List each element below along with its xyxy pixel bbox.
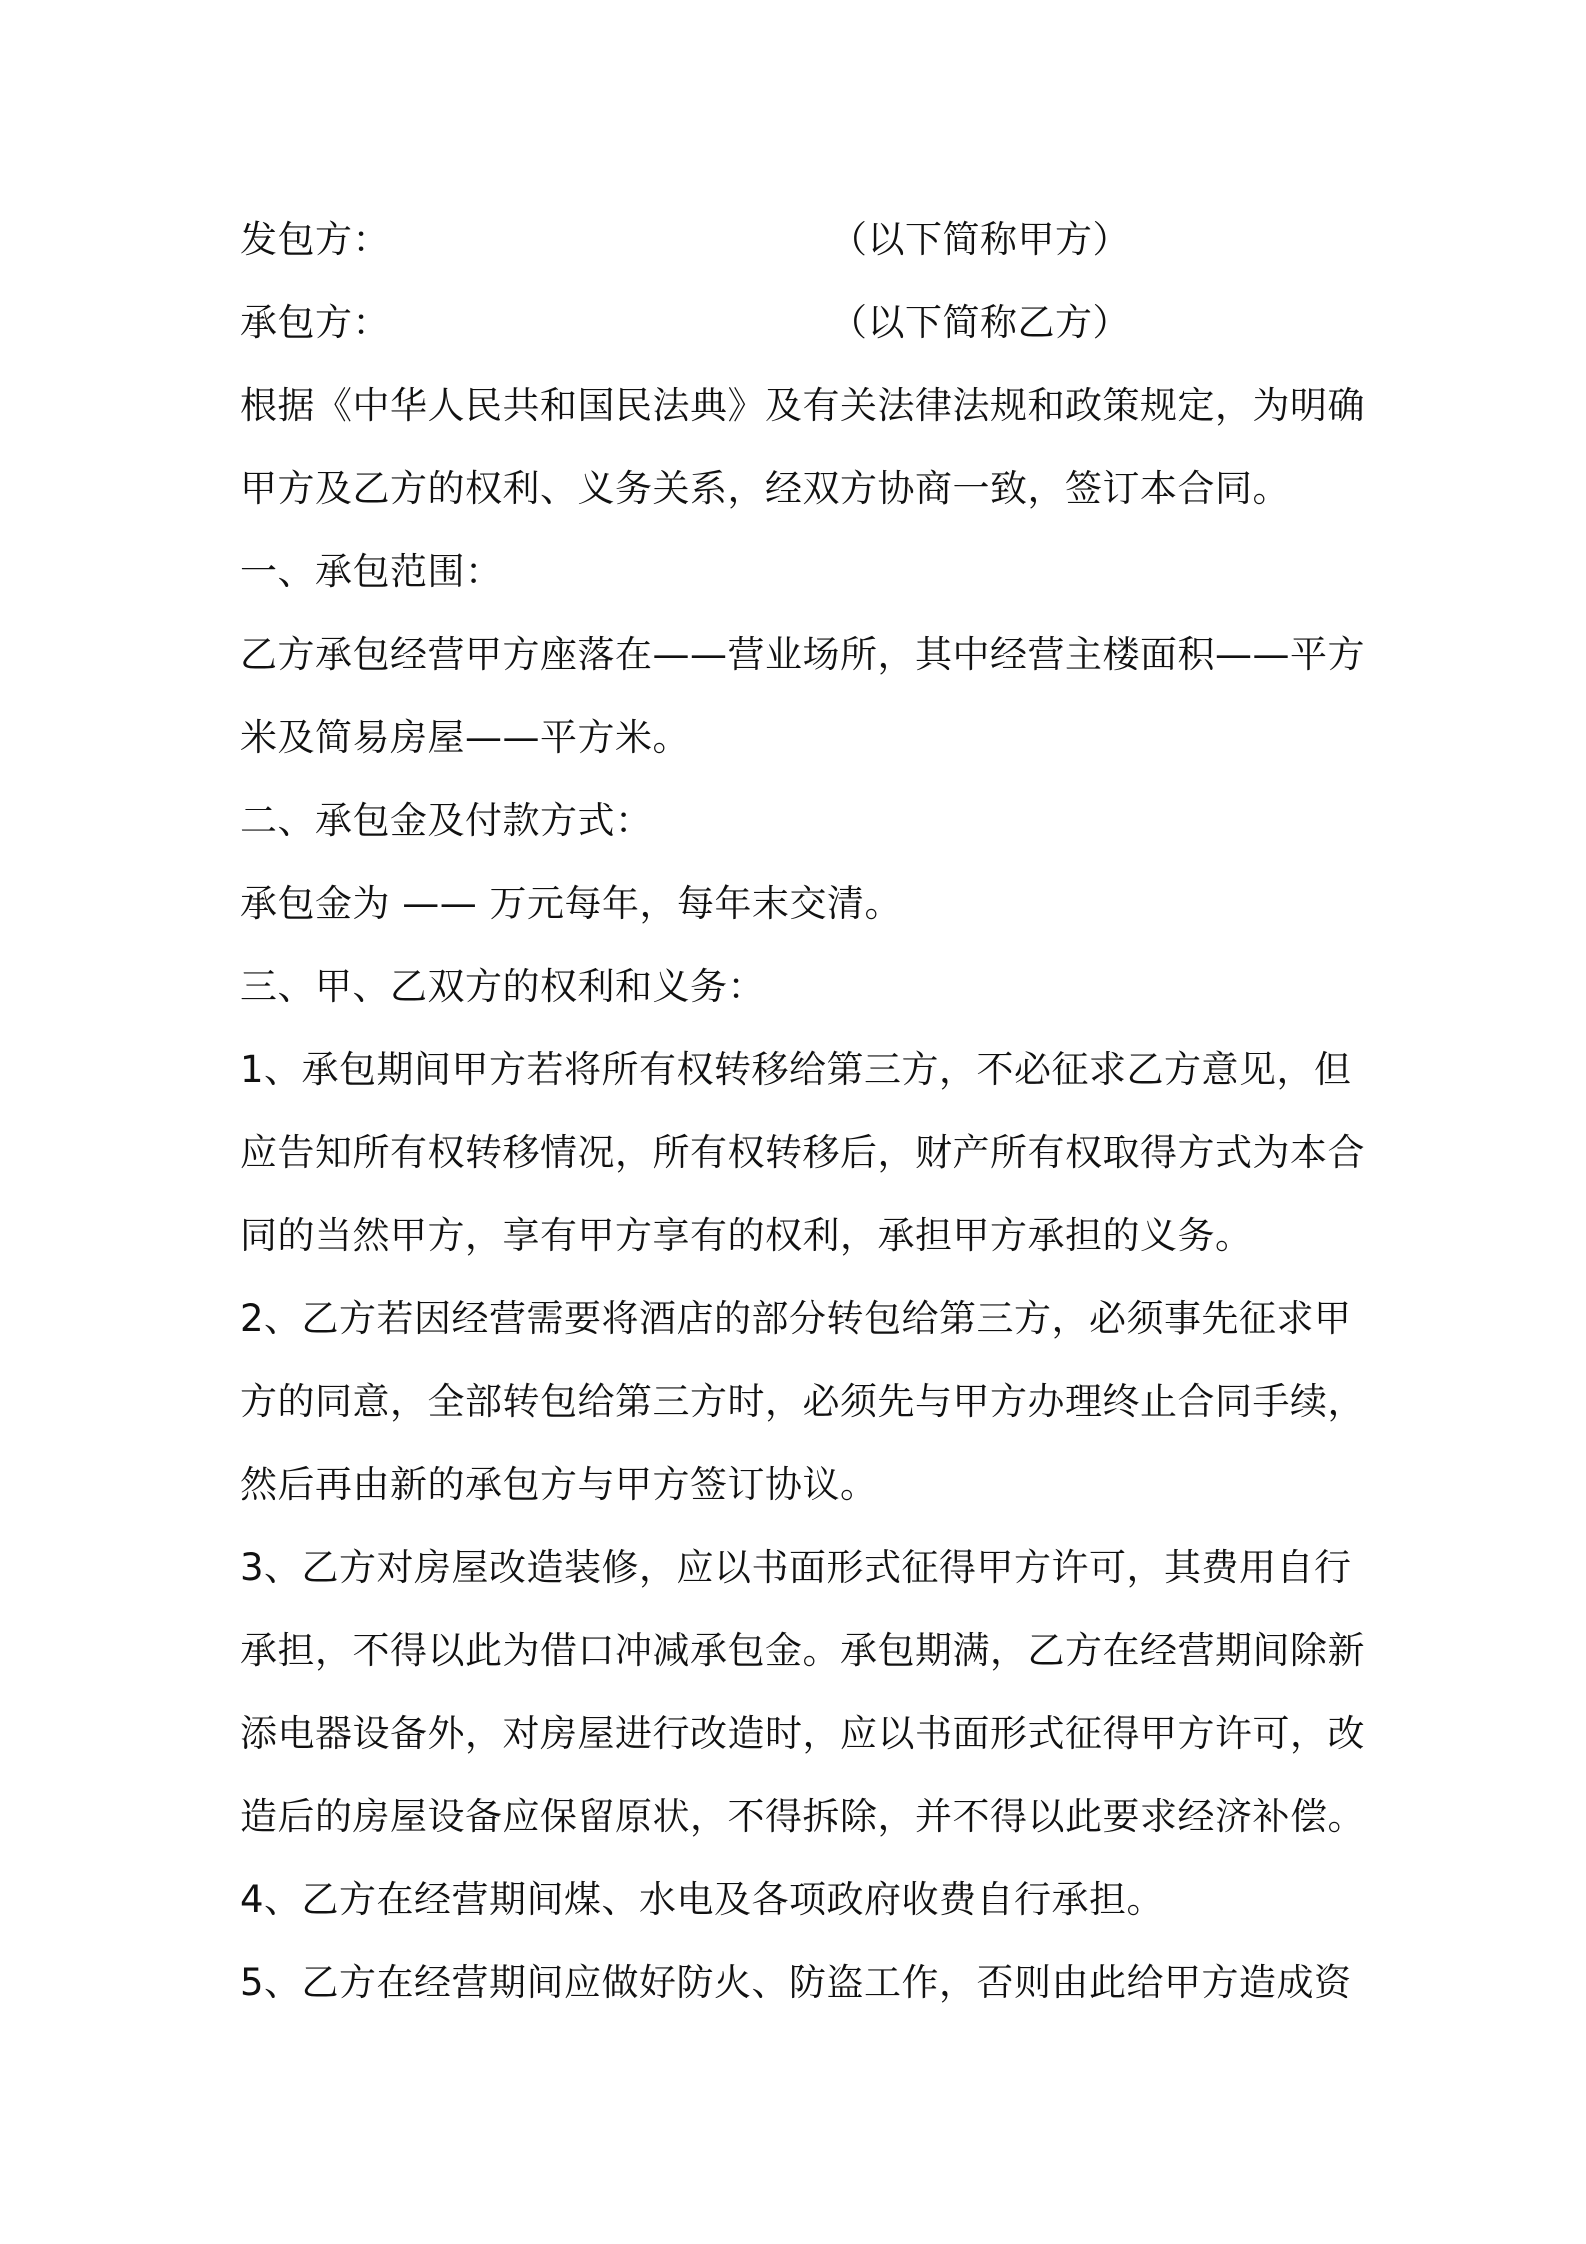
- section-heading-scope: 一、承包范围：: [240, 550, 503, 593]
- clause-2-line-2: 方的同意，全部转包给第三方时，必须先与甲方办理终止合同手续，: [240, 1380, 1365, 1423]
- clause-3-line-4: 造后的房屋设备应保留原状，不得拆除，并不得以此要求经济补偿。: [240, 1795, 1365, 1838]
- clause-2-line-3: 然后再由新的承包方与甲方签订协议。: [240, 1463, 878, 1506]
- clause-1-line-3: 同的当然甲方，享有甲方享有的权利，承担甲方承担的义务。: [240, 1214, 1253, 1257]
- preamble-line-2: 甲方及乙方的权利、义务关系，经双方协商一致，签订本合同。: [240, 467, 1290, 510]
- clause-3-line-1: 3、乙方对房屋改造装修，应以书面形式征得甲方许可，其费用自行: [240, 1546, 1352, 1589]
- contractee-line: [240, 281, 1360, 364]
- contractee-note: （以下简称乙方）: [830, 301, 1130, 344]
- clause-3-line-2: 承担，不得以此为借口冲减承包金。承包期满，乙方在经营期间除新: [240, 1629, 1365, 1672]
- clause-1-line-1: 1、承包期间甲方若将所有权转移给第三方，不必征求乙方意见，但: [240, 1048, 1352, 1091]
- clause-4-line-1: 4、乙方在经营期间煤、水电及各项政府收费自行承担。: [240, 1878, 1165, 1921]
- payment-line-1: 承包金为 —— 万元每年，每年末交清。: [240, 882, 903, 925]
- clause-2-line-1: 2、乙方若因经营需要将酒店的部分转包给第三方，必须事先征求甲: [240, 1297, 1352, 1340]
- clause-1-line-2: 应告知所有权转移情况，所有权转移后，财产所有权取得方式为本合: [240, 1131, 1365, 1174]
- section-heading-rights: 三、甲、乙双方的权利和义务：: [240, 965, 765, 1008]
- contractee-label: 承包方：: [240, 301, 390, 344]
- scope-line-2: 米及简易房屋——平方米。: [240, 716, 690, 759]
- contractor-label: 发包方：: [240, 218, 390, 261]
- scope-line-1: 乙方承包经营甲方座落在——营业场所，其中经营主楼面积——平方: [240, 633, 1365, 676]
- contractor-note: （以下简称甲方）: [830, 218, 1130, 261]
- contractor-line: [240, 198, 1360, 281]
- section-heading-payment: 二、承包金及付款方式：: [240, 799, 653, 842]
- clause-3-line-3: 添电器设备外，对房屋进行改造时，应以书面形式征得甲方许可，改: [240, 1712, 1365, 1755]
- clause-5-line-1: 5、乙方在经营期间应做好防火、防盗工作，否则由此给甲方造成资: [240, 1961, 1352, 2004]
- contract-body: [240, 198, 1365, 2024]
- preamble-line-1: 根据《中华人民共和国民法典》及有关法律法规和政策规定，为明确: [240, 384, 1365, 427]
